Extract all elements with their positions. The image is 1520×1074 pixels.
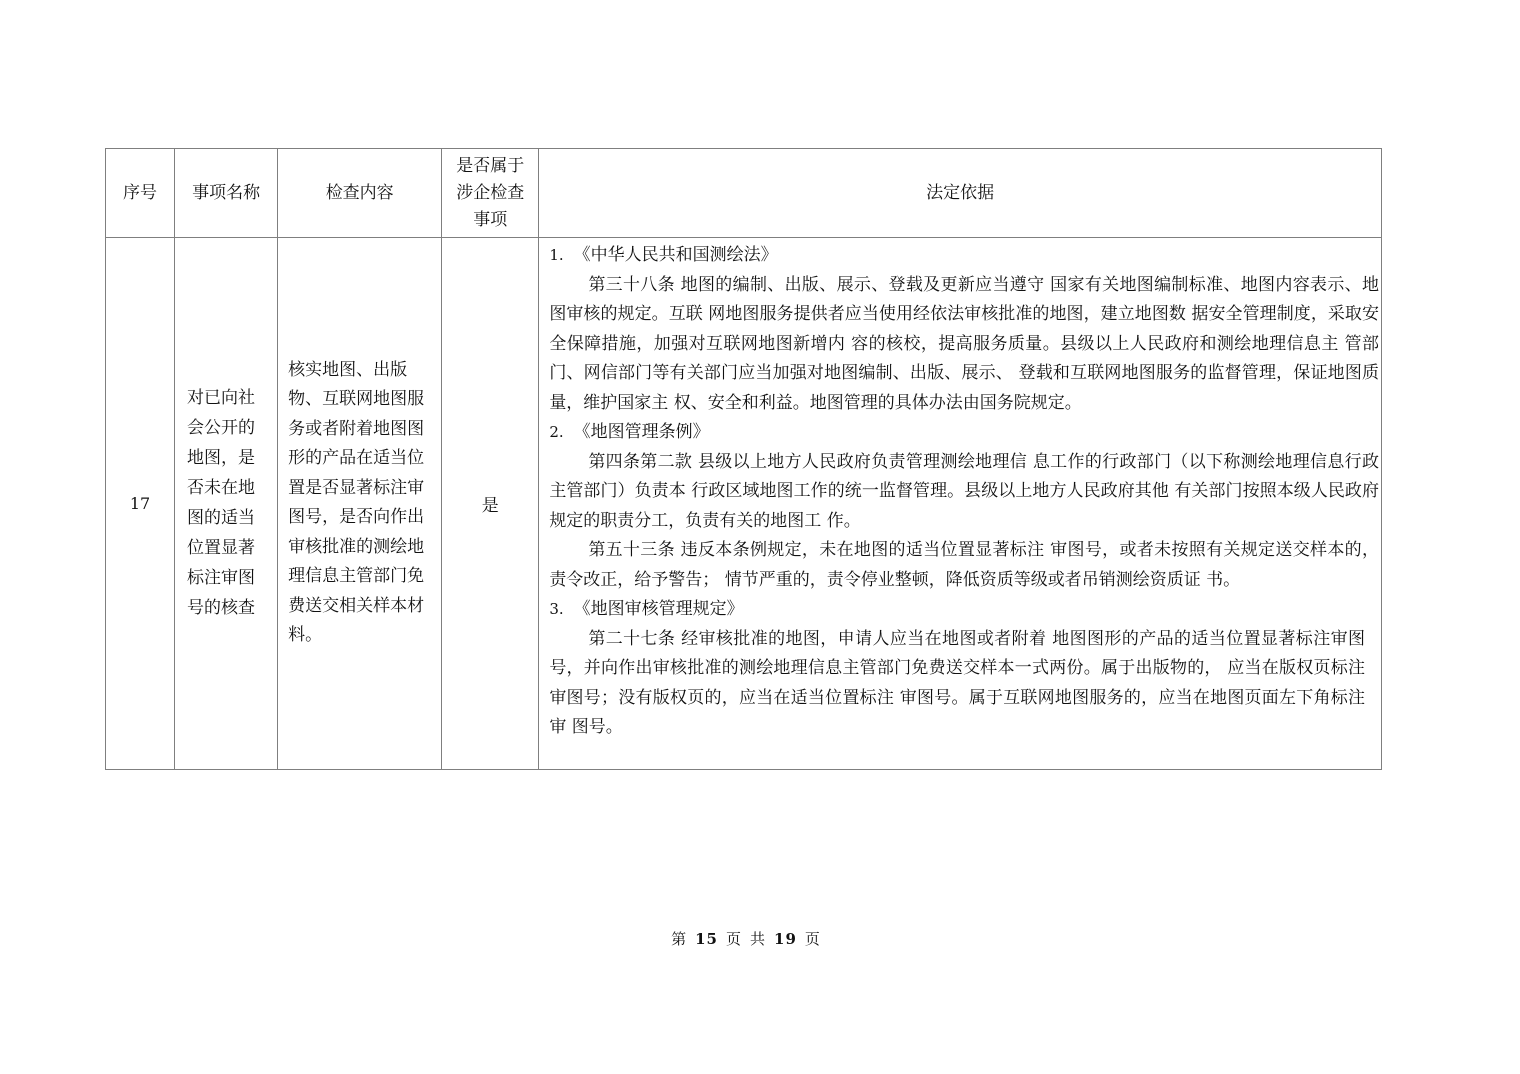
footer-total-word: 共 [750,930,767,948]
page-footer [0,928,1492,949]
law-title [549,241,1379,271]
law-3 [549,595,1379,743]
law-article: 第四条第二款 县级以上地方人民政府负责管理测绘地理信 息工作的行政部门（以下称测绘地理信息行政主管部门）负责本 行政区域地图工作的统一监督管理。县级以上地方人民政府其他 有关部门按照本级人民政府规定的职责分工，负责有关的地图工 作。 [549,451,1379,531]
footer-prefix: 第 [671,930,688,948]
row-content: 核实地图、出版物、互联网地图服务或者附着地图图形的产品在适当位置是否显著标注审图号，是否向作出审核批准的测绘地理信息主管部门免费送交相关样本材料。 [278,238,442,770]
footer-suffix: 页 [804,930,821,948]
law-2 [549,418,1379,595]
header-name: 事项名称 [175,149,278,238]
footer-current-page: 15 [695,930,718,948]
row-enterprise: 是 [442,238,539,770]
law-number: 1. [549,246,564,264]
footer-page-word: 页 [725,930,742,948]
inspection-table [105,148,1382,770]
law-name: 《地图审核管理规定》 [573,599,744,619]
law-1 [549,241,1379,418]
law-number: 3. [549,600,564,618]
table-header-row [106,149,1382,238]
header-enterprise: 是否属于涉企检查事项 [442,149,539,238]
header-basis: 法定依据 [539,149,1382,238]
footer-total-pages: 19 [774,930,797,948]
header-seq: 序号 [106,149,175,238]
law-article: 第五十三条 违反本条例规定，未在地图的适当位置显著标注 审图号，或者未按照有关规定送交样本的，责令改正，给予警告； 情节严重的，责令停业整顿，降低资质等级或者吊销测绘资质证 书。 [549,540,1379,590]
row-seq: 17 [106,238,175,770]
law-name: 《地图管理条例》 [573,422,710,442]
table-row [106,238,1382,770]
law-article: 第三十八条 地图的编制、出版、展示、登载及更新应当遵守 国家有关地图编制标准、地图内容表示、地图审核的规定。互联 网地图服务提供者应当使用经依法审核批准的地图，建立地图数 据安全管理制度，采取安全保障措施，加强对互联网地图新增内 容的核校，提高服务质量。县级以上人民政府和测绘地理信息主 管部门、网信部门等有关部门应当加强对地图编制、出版、展示、 登载和互联网地图服务的监督管理，保证地图质量，维护国家主 权、安全和利益。地图管理的具体办法由国务院规定。 [549,274,1379,413]
law-number: 2. [549,423,564,441]
law-name: 《中华人民共和国测绘法》 [573,245,778,265]
law-article: 第二十七条 经审核批准的地图，申请人应当在地图或者附着 地图图形的产品的适当位置显著标注审图号，并向作出审核批准的测绘地理信息主管部门免费送交样本一式两份。属于出版物的， 应当在版权页标注审图号；没有版权页的，应当在适当位置标注 审图号。属于互联网地图服务的，应当在地图页面左下角标注审 图号。 [549,628,1365,737]
row-name: 对已向社会公开的地图，是否未在地图的适当位置显著标注审图号的核查 [175,238,278,770]
header-content: 检查内容 [278,149,442,238]
row-basis [539,238,1382,770]
law-title [549,595,1379,625]
law-title [549,418,1379,448]
